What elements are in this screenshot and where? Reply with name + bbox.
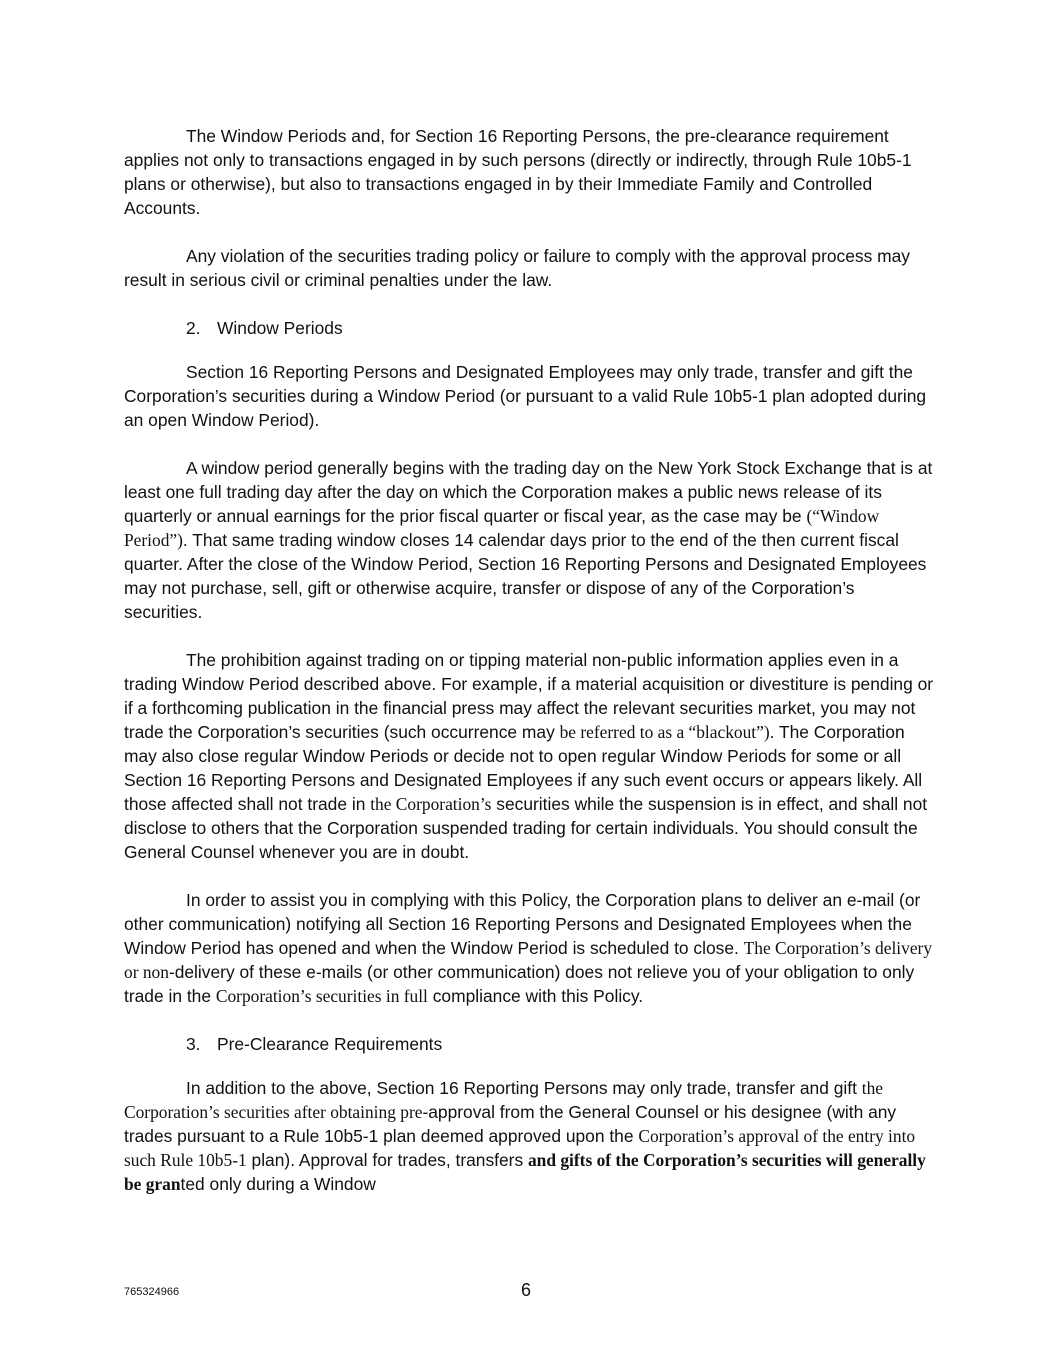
paragraph-text: The Window Periods and, for Section 16 Reporting Persons, the pre-clearance requirement applies not only to transactions engaged in by such persons (directly or indirectly, through Rule 10b5-1 plans or otherwise), but also to transactions engaged in by their Immediate Family and Controlled Accounts. xyxy=(124,126,912,218)
paragraph-text-serif: Corporation’s securities in full xyxy=(215,986,428,1006)
paragraph-text: . The Corporation may also close regular Window Periods or decide not to open regular Window Periods for some or all Section 16 Reporting Persons and Designated Employees if any such event occurs or appears likely. All those affected shall not trade in xyxy=(124,722,923,814)
section-heading-pre-clearance xyxy=(124,1032,934,1056)
paragraph-trading-window xyxy=(124,360,934,432)
paragraph-blackout xyxy=(124,648,934,864)
paragraph-text: -approval from the General Counsel or his designee (with any trades pursuant to a Rule 10b5-1 plan deemed approved upon the xyxy=(124,1102,897,1146)
paragraph-text: Section 16 Reporting Persons and Designated Employees may only trade, transfer and gift the Corporation’s securities during a Window Period (or pursuant to a valid Rule 10b5-1 plan adopted during an open Window Period). xyxy=(124,362,927,430)
paragraph-text: In addition to the above, Section 16 Reporting Persons may only trade, transfer and gift xyxy=(186,1078,862,1098)
paragraph-text: securities while the suspension is in effect, and shall not disclose to others that the Corporation suspended trading for certain individuals. You should consult the General Counsel whenever you are in doubt. xyxy=(124,794,928,862)
section-number: 2. xyxy=(186,318,201,338)
paragraph-text: Any violation of the securities trading policy or failure to comply with the approval process may result in serious civil or criminal penalties under the law. xyxy=(124,246,910,290)
section-title: Window Periods xyxy=(217,318,343,338)
paragraph-text-serif: the Corporation’s xyxy=(370,794,492,814)
footer-document-id: 765324966 xyxy=(124,1286,180,1298)
section-number: 3. xyxy=(186,1034,201,1054)
document-body xyxy=(124,124,934,1220)
paragraph-pre-clearance xyxy=(124,1076,934,1196)
paragraph-text: ted only during a Window xyxy=(180,1174,376,1194)
section-heading-window-periods xyxy=(124,316,934,340)
defined-term: (“Window Period”) xyxy=(124,506,880,550)
paragraph-text-serif: be referred to as a “blackout”) xyxy=(559,722,770,742)
paragraph-text: plan). Approval for trades, transfers xyxy=(246,1150,528,1170)
paragraph-notification xyxy=(124,888,934,1008)
page-number: 6 xyxy=(521,1280,532,1300)
paragraph-text: A window period generally begins with the trading day on the New York Stock Exchange that is at least one full trading day after the day on which the Corporation makes a public news release of its quarterly or annual earnings for the prior fiscal quarter or fiscal year, as the case may be xyxy=(124,458,933,526)
paragraph-text: . That same trading window closes 14 calendar days prior to the end of the then current fiscal quarter. After the close of the Window Period, Section 16 Reporting Persons and Designated Employees may not purchase, sell, gift or otherwise acquire, transfer or dispose of any of the Corporation’s securities. xyxy=(124,530,927,622)
paragraph-text: In order to assist you in complying with this Policy, the Corporation plans to deliver an e-mail (or other communication) notifying all Section 16 Reporting Persons and Designated Employees when the Window Period has opened and when the Window Period is scheduled to close. xyxy=(124,890,921,958)
paragraph-window-definition xyxy=(124,456,934,624)
paragraph-applicability xyxy=(124,124,934,220)
paragraph-text: -delivery of these e-mails (or other communication) does not relieve you of your obligation to only trade in the xyxy=(124,962,915,1006)
paragraph-text-serif: the Corporation’s securities after obtaining pre xyxy=(124,1078,883,1122)
section-title: Pre-Clearance Requirements xyxy=(217,1034,443,1054)
paragraph-text-bold: and gifts of the Corporation’s securities will generally be gran xyxy=(124,1150,926,1194)
paragraph-text: compliance with this Policy. xyxy=(427,986,644,1006)
paragraph-text-serif: Corporation’s approval of the entry into such Rule 10b5-1 xyxy=(124,1126,916,1170)
paragraph-text-serif: The Corporation’s delivery or non xyxy=(124,938,933,982)
paragraph-violation xyxy=(124,244,934,292)
paragraph-text: The prohibition against trading on or tipping material non-public information applies even in a trading Window Period described above. For example, if a material acquisition or divestiture is pending or if a forthcoming publication in the financial press may affect the relevant securities market, you may not trade the Corporation’s securities (such occurrence may xyxy=(124,650,934,742)
